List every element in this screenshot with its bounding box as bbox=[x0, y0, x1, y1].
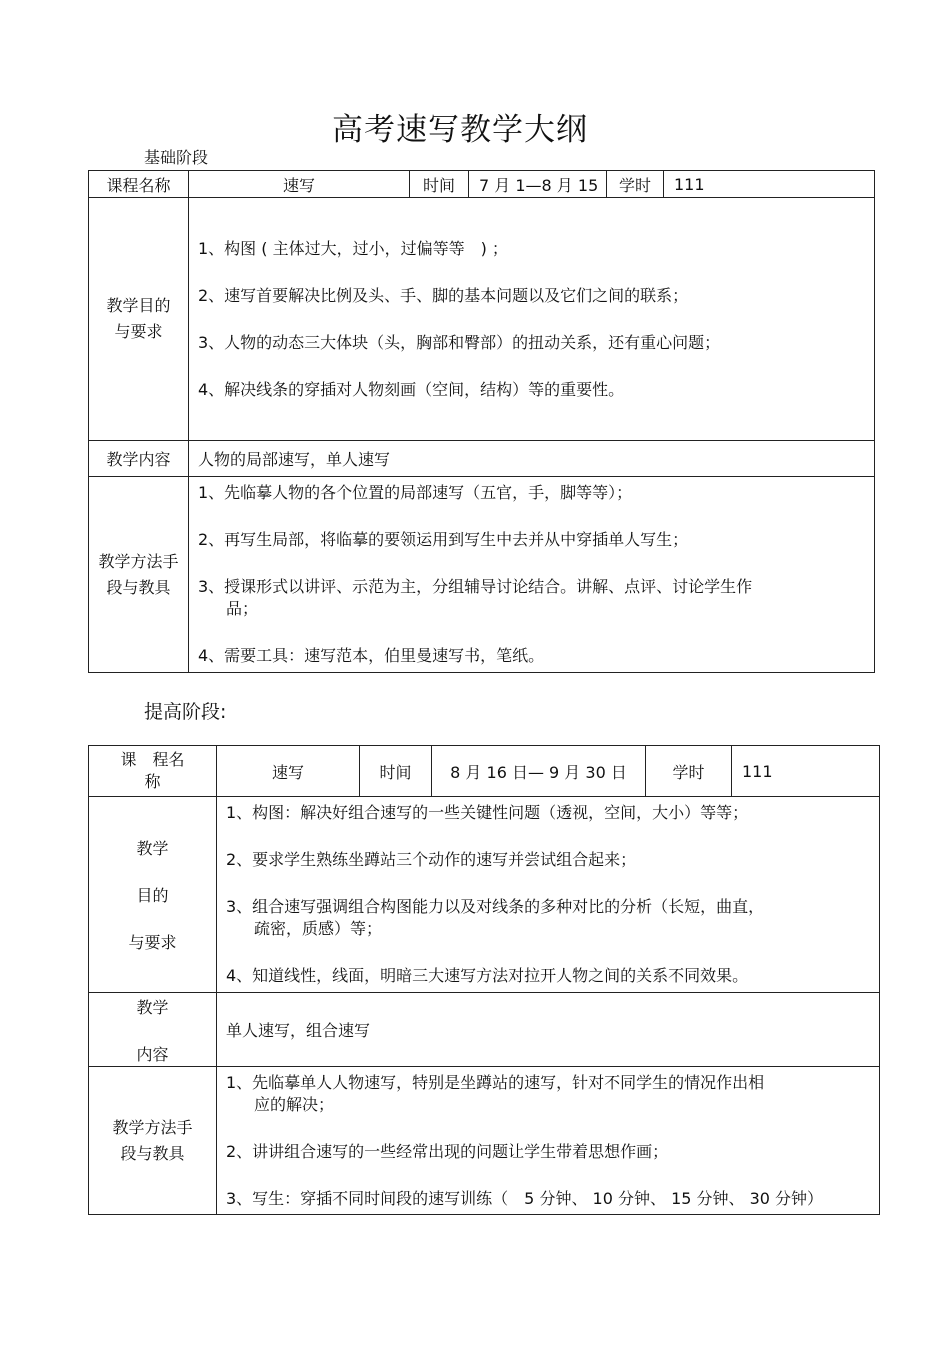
method-item: 3、授课形式以讲评、示范为主，分组辅导讨论结合。讲解、点评、讨论学生作 bbox=[198, 577, 753, 596]
methods-list bbox=[189, 477, 875, 673]
goal-item: 2、要求学生熟练坐蹲站三个动作的速写并尝试组合起来； bbox=[226, 850, 637, 869]
goal-item: 4、解决线条的穿插对人物刻画（空间，结构）等的重要性。 bbox=[198, 379, 625, 399]
goals-label-line1: 教学 bbox=[136, 839, 169, 858]
goal-item: 4、知道线性，线面，明暗三大速写方法对拉开人物之间的关系不同效果。 bbox=[226, 966, 749, 985]
goal-item-continuation: 疏密，质感）等； bbox=[254, 919, 383, 938]
method-item: 3、写生：穿插不同时间段的速写训练（ 5 分钟、 10 分钟、 15 分钟、 30 分钟） bbox=[226, 1188, 824, 1208]
goal-item: 1、构图：解决好组合速写的一些关键性问题（透视，空间，大小）等等； bbox=[226, 803, 749, 822]
goal-item: 1、构图 ( 主体过大，过小，过偏等等 ) ； bbox=[198, 238, 508, 258]
goal-item: 3、组合速写强调组合构图能力以及对线条的多种对比的分析（长短，曲直， bbox=[226, 897, 765, 916]
time-value: 7 月 1—8 月 15 bbox=[469, 171, 607, 198]
hours-label: 学时 bbox=[646, 746, 732, 797]
document-title: 高考速写教学大纲 bbox=[332, 112, 588, 148]
course-label: 课程名称 bbox=[89, 171, 189, 198]
goals-label: 教学目的与要求 bbox=[106, 296, 171, 341]
method-item: 2、再写生局部，将临摹的要领运用到写生中去并从中穿插单人写生； bbox=[198, 530, 689, 549]
content-value: 人物的局部速写，单人速写 bbox=[189, 441, 875, 477]
stage1-header-row bbox=[89, 171, 875, 198]
stage2-heading: 提高阶段: bbox=[144, 701, 227, 723]
method-item-continuation: 品； bbox=[226, 599, 259, 618]
goals-label-line2: 目的 bbox=[136, 886, 169, 905]
hours-label: 学时 bbox=[607, 171, 664, 198]
stage2-methods-row bbox=[89, 1067, 880, 1215]
stage2-table bbox=[88, 745, 880, 1215]
stage1-heading: 基础阶段 bbox=[144, 148, 209, 167]
time-label: 时间 bbox=[410, 171, 469, 198]
goals-list bbox=[189, 198, 875, 441]
method-item: 4、需要工具：速写范本，伯里曼速写书，笔纸。 bbox=[198, 646, 545, 665]
method-item: 1、先临摹单人人物速写，特别是坐蹲站的速写，针对不同学生的情况作出相 bbox=[226, 1072, 765, 1092]
methods-label-line1: 教学方法手 bbox=[112, 1117, 193, 1137]
course-label-line2: 称 bbox=[144, 772, 161, 791]
stage1-goals-row bbox=[89, 198, 875, 441]
methods-label-line2: 段与教具 bbox=[120, 1143, 185, 1163]
stage1-table bbox=[88, 170, 875, 673]
stage2-content-row bbox=[89, 993, 880, 1067]
content-label-line2: 内容 bbox=[136, 1044, 169, 1064]
course-value: 速写 bbox=[217, 746, 360, 797]
goals-list bbox=[217, 797, 880, 993]
goal-item: 3、人物的动态三大体块（头，胸部和臀部）的扭动关系，还有重心问题； bbox=[198, 332, 721, 352]
content-label-line1: 教学 bbox=[136, 997, 169, 1017]
goals-label-line3: 与要求 bbox=[128, 933, 177, 952]
method-item-continuation: 应的解决； bbox=[254, 1094, 335, 1114]
stage2-header-row bbox=[89, 746, 880, 797]
stage1-methods-row bbox=[89, 477, 875, 673]
methods-label: 教学方法手段与教具 bbox=[98, 551, 179, 597]
method-item: 1、先临摹人物的各个位置的局部速写（五官，手，脚等等）； bbox=[198, 483, 633, 502]
content-label: 教学内容 bbox=[89, 441, 189, 477]
content-value: 单人速写，组合速写 bbox=[217, 993, 880, 1067]
stage1-content-row bbox=[89, 441, 875, 477]
course-label-line1: 课 程名 bbox=[120, 750, 185, 769]
stage2-goals-row bbox=[89, 797, 880, 993]
goal-item: 2、速写首要解决比例及头、手、脚的基本问题以及它们之间的联系； bbox=[198, 285, 689, 305]
method-item: 2、讲讲组合速写的一些经常出现的问题让学生带着思想作画； bbox=[226, 1141, 669, 1161]
methods-list bbox=[217, 1067, 880, 1215]
time-value: 8 月 16 日— 9 月 30 日 bbox=[432, 746, 646, 797]
time-label: 时间 bbox=[360, 746, 432, 797]
hours-value: 111 bbox=[732, 746, 880, 797]
hours-value: 111 bbox=[664, 171, 875, 198]
course-value: 速写 bbox=[189, 171, 410, 198]
